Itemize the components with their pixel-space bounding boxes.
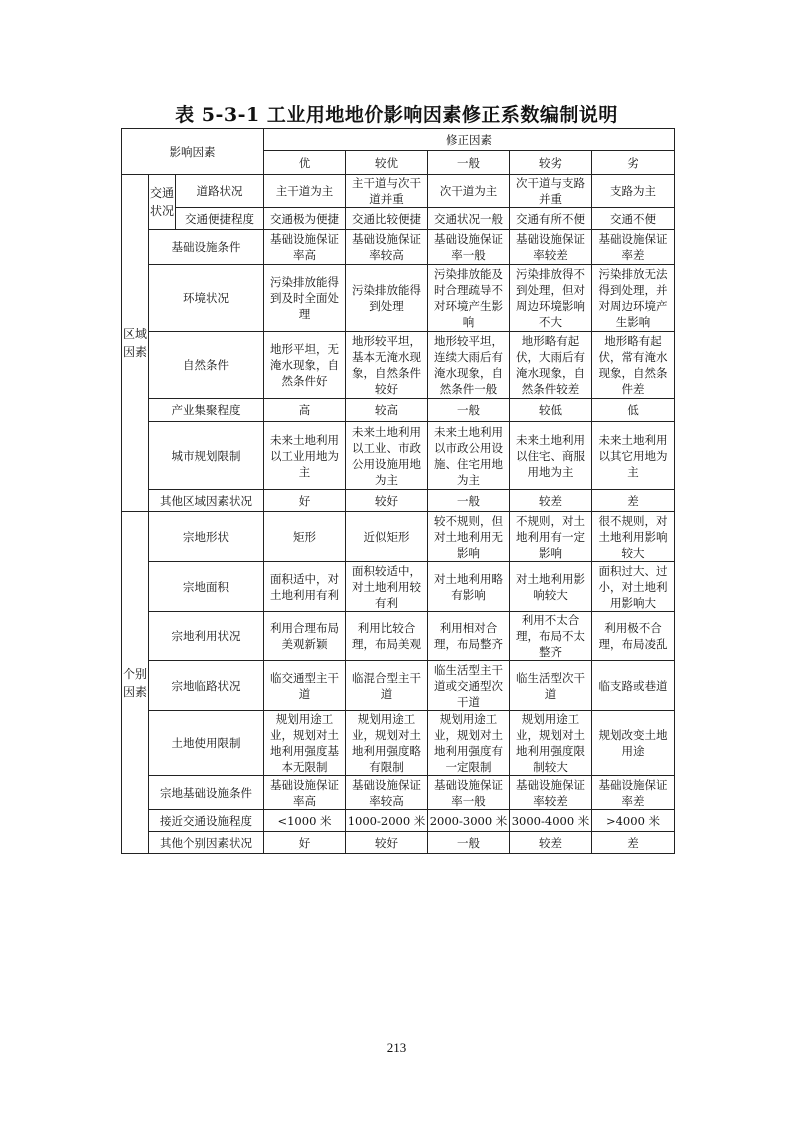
table-row — [122, 562, 675, 612]
factor-value-cell: 临生活型主干道或交通型次干道 — [428, 661, 510, 711]
factor-name-cell: 环境状况 — [149, 265, 264, 332]
factor-value-cell: 未来土地利用以其它用地为主 — [592, 422, 675, 490]
factor-value-cell: 面积适中，对土地利用有利 — [264, 562, 346, 612]
factor-name-cell: 土地使用限制 — [149, 711, 264, 776]
table-row — [122, 711, 675, 776]
table-row — [122, 612, 675, 661]
factor-value-cell: 基础设施保证率一般 — [428, 230, 510, 265]
factor-value-cell: 对土地利用影响较大 — [510, 562, 592, 612]
factor-value-cell: >4000 米 — [592, 810, 675, 832]
factor-value-cell: 好 — [264, 832, 346, 854]
factor-value-cell: 差 — [592, 490, 675, 512]
factor-value-cell: 污染排放能得到及时全面处理 — [264, 265, 346, 332]
regional-factors-group: 区域因素 — [122, 175, 149, 512]
table-row — [122, 175, 675, 208]
factor-value-cell: 基础设施保证率较高 — [346, 230, 428, 265]
level-header-cell: 一般 — [428, 151, 510, 175]
factor-value-cell: 规划改变土地用途 — [592, 711, 675, 776]
factor-value-cell: 对土地利用略有影响 — [428, 562, 510, 612]
factor-value-cell: 基础设施保证率较高 — [346, 776, 428, 810]
factor-value-cell: 一般 — [428, 490, 510, 512]
factor-value-cell: 未来土地利用以工业、市政公用设施用地为主 — [346, 422, 428, 490]
factor-name-cell: 其他个别因素状况 — [149, 832, 264, 854]
factor-value-cell: 高 — [264, 399, 346, 422]
factor-value-cell: 地形略有起伏，大雨后有淹水现象，自然条件较差 — [510, 332, 592, 399]
factor-value-cell: 交通极为便捷 — [264, 208, 346, 230]
factor-name-cell: 自然条件 — [149, 332, 264, 399]
factor-value-cell: 较差 — [510, 832, 592, 854]
header-row-top — [122, 129, 675, 151]
factor-value-cell: 基础设施保证率差 — [592, 776, 675, 810]
factor-value-cell: 主干道为主 — [264, 175, 346, 208]
factor-value-cell: 利用不太合理，布局不太整齐 — [510, 612, 592, 661]
correction-factor-table — [121, 128, 675, 854]
factor-value-cell: 污染排放能得到处理 — [346, 265, 428, 332]
correction-header-cell: 修正因素 — [264, 129, 675, 151]
factor-value-cell: 较差 — [510, 490, 592, 512]
level-header-cell: 较优 — [346, 151, 428, 175]
factor-value-cell: 未来土地利用以工业用地为主 — [264, 422, 346, 490]
factor-value-cell: 较不规则，但对土地利用无影响 — [428, 512, 510, 562]
factor-value-cell: 低 — [592, 399, 675, 422]
factor-value-cell: 基础设施保证率较差 — [510, 230, 592, 265]
factor-value-cell: 3000-4000 米 — [510, 810, 592, 832]
factor-value-cell: 较低 — [510, 399, 592, 422]
factor-value-cell: 基础设施保证率较差 — [510, 776, 592, 810]
factor-value-cell: 一般 — [428, 832, 510, 854]
factor-name-cell: 产业集聚程度 — [149, 399, 264, 422]
factor-value-cell: 近似矩形 — [346, 512, 428, 562]
factor-value-cell: 1000-2000 米 — [346, 810, 428, 832]
individual-factors-group: 个别因素 — [122, 512, 149, 854]
factor-name-cell: 宗地面积 — [149, 562, 264, 612]
factor-value-cell: 基础设施保证率高 — [264, 230, 346, 265]
factor-header-cell: 影响因素 — [122, 129, 264, 175]
factor-value-cell: 地形平坦，无淹水现象，自然条件好 — [264, 332, 346, 399]
factor-name-cell: 宗地形状 — [149, 512, 264, 562]
table-row — [122, 490, 675, 512]
factor-value-cell: 支路为主 — [592, 175, 675, 208]
factor-name-cell: 宗地临路状况 — [149, 661, 264, 711]
factor-value-cell: 利用相对合理，布局整齐 — [428, 612, 510, 661]
page-number: 213 — [386, 1040, 407, 1055]
factor-value-cell: 基础设施保证率一般 — [428, 776, 510, 810]
factor-value-cell: 不规则，对土地利用有一定影响 — [510, 512, 592, 562]
table-row — [122, 332, 675, 399]
factor-value-cell: 未来土地利用以住宅、商服用地为主 — [510, 422, 592, 490]
factor-value-cell: 次干道与支路并重 — [510, 175, 592, 208]
factor-value-cell: 基础设施保证率差 — [592, 230, 675, 265]
factor-name-cell: 交通便捷程度 — [176, 208, 264, 230]
factor-value-cell: <1000 米 — [264, 810, 346, 832]
factor-value-cell: 利用合理布局美观新颖 — [264, 612, 346, 661]
table-row — [122, 832, 675, 854]
factor-value-cell: 次干道为主 — [428, 175, 510, 208]
factor-value-cell: 面积过大、过小，对土地利用影响大 — [592, 562, 675, 612]
factor-value-cell: 较好 — [346, 490, 428, 512]
factor-value-cell: 临支路或巷道 — [592, 661, 675, 711]
level-header-cell: 优 — [264, 151, 346, 175]
factor-value-cell: 较高 — [346, 399, 428, 422]
factor-value-cell: 矩形 — [264, 512, 346, 562]
table-body — [122, 129, 675, 854]
factor-value-cell: 较好 — [346, 832, 428, 854]
factor-value-cell: 利用极不合理，布局凌乱 — [592, 612, 675, 661]
factor-name-cell: 道路状况 — [176, 175, 264, 208]
table-row — [122, 230, 675, 265]
factor-value-cell: 临交通型主干道 — [264, 661, 346, 711]
traffic-condition-group: 交通状况 — [149, 175, 176, 230]
factor-value-cell: 交通不便 — [592, 208, 675, 230]
factor-name-cell: 接近交通设施程度 — [149, 810, 264, 832]
factor-value-cell: 很不规则，对土地利用影响较大 — [592, 512, 675, 562]
table-row — [122, 422, 675, 490]
factor-name-cell: 基础设施条件 — [149, 230, 264, 265]
factor-name-cell: 其他区域因素状况 — [149, 490, 264, 512]
factor-value-cell: 临生活型次干道 — [510, 661, 592, 711]
factor-value-cell: 地形较平坦，基本无淹水现象，自然条件较好 — [346, 332, 428, 399]
factor-name-cell: 城市规划限制 — [149, 422, 264, 490]
table-row — [122, 810, 675, 832]
factor-value-cell: 地形较平坦，连续大雨后有淹水现象，自然条件一般 — [428, 332, 510, 399]
table-row — [122, 399, 675, 422]
factor-value-cell: 交通状况一般 — [428, 208, 510, 230]
factor-value-cell: 2000-3000 米 — [428, 810, 510, 832]
factor-value-cell: 规划用途工业，规划对土地利用强度限制较大 — [510, 711, 592, 776]
table-row — [122, 512, 675, 562]
factor-value-cell: 主干道与次干道并重 — [346, 175, 428, 208]
level-header-cell: 劣 — [592, 151, 675, 175]
factor-value-cell: 面积较适中，对土地利用较有利 — [346, 562, 428, 612]
factor-value-cell: 污染排放得不到处理，但对周边环境影响不大 — [510, 265, 592, 332]
table-row — [122, 265, 675, 332]
factor-value-cell: 未来土地利用以市政公用设施、住宅用地为主 — [428, 422, 510, 490]
factor-value-cell: 利用比较合理，布局美观 — [346, 612, 428, 661]
factor-value-cell: 规划用途工业，规划对土地利用强度略有限制 — [346, 711, 428, 776]
factor-value-cell: 差 — [592, 832, 675, 854]
factor-value-cell: 污染排放无法得到处理，并对周边环境产生影响 — [592, 265, 675, 332]
factor-name-cell: 宗地利用状况 — [149, 612, 264, 661]
factor-value-cell: 基础设施保证率高 — [264, 776, 346, 810]
table-row — [122, 776, 675, 810]
table-row — [122, 661, 675, 711]
factor-value-cell: 规划用途工业，规划对土地利用强度有一定限制 — [428, 711, 510, 776]
table-row — [122, 208, 675, 230]
factor-value-cell: 好 — [264, 490, 346, 512]
factor-value-cell: 临混合型主干道 — [346, 661, 428, 711]
factor-name-cell: 宗地基础设施条件 — [149, 776, 264, 810]
factor-value-cell: 一般 — [428, 399, 510, 422]
page-title: 表 5-3-1 工业用地地价影响因素修正系数编制说明 — [175, 104, 618, 126]
factor-value-cell: 污染排放能及时合理疏导不对环境产生影响 — [428, 265, 510, 332]
factor-value-cell: 规划用途工业，规划对土地利用强度基本无限制 — [264, 711, 346, 776]
level-header-cell: 较劣 — [510, 151, 592, 175]
factor-value-cell: 交通有所不便 — [510, 208, 592, 230]
factor-value-cell: 交通比较便捷 — [346, 208, 428, 230]
factor-value-cell: 地形略有起伏，常有淹水现象，自然条件差 — [592, 332, 675, 399]
